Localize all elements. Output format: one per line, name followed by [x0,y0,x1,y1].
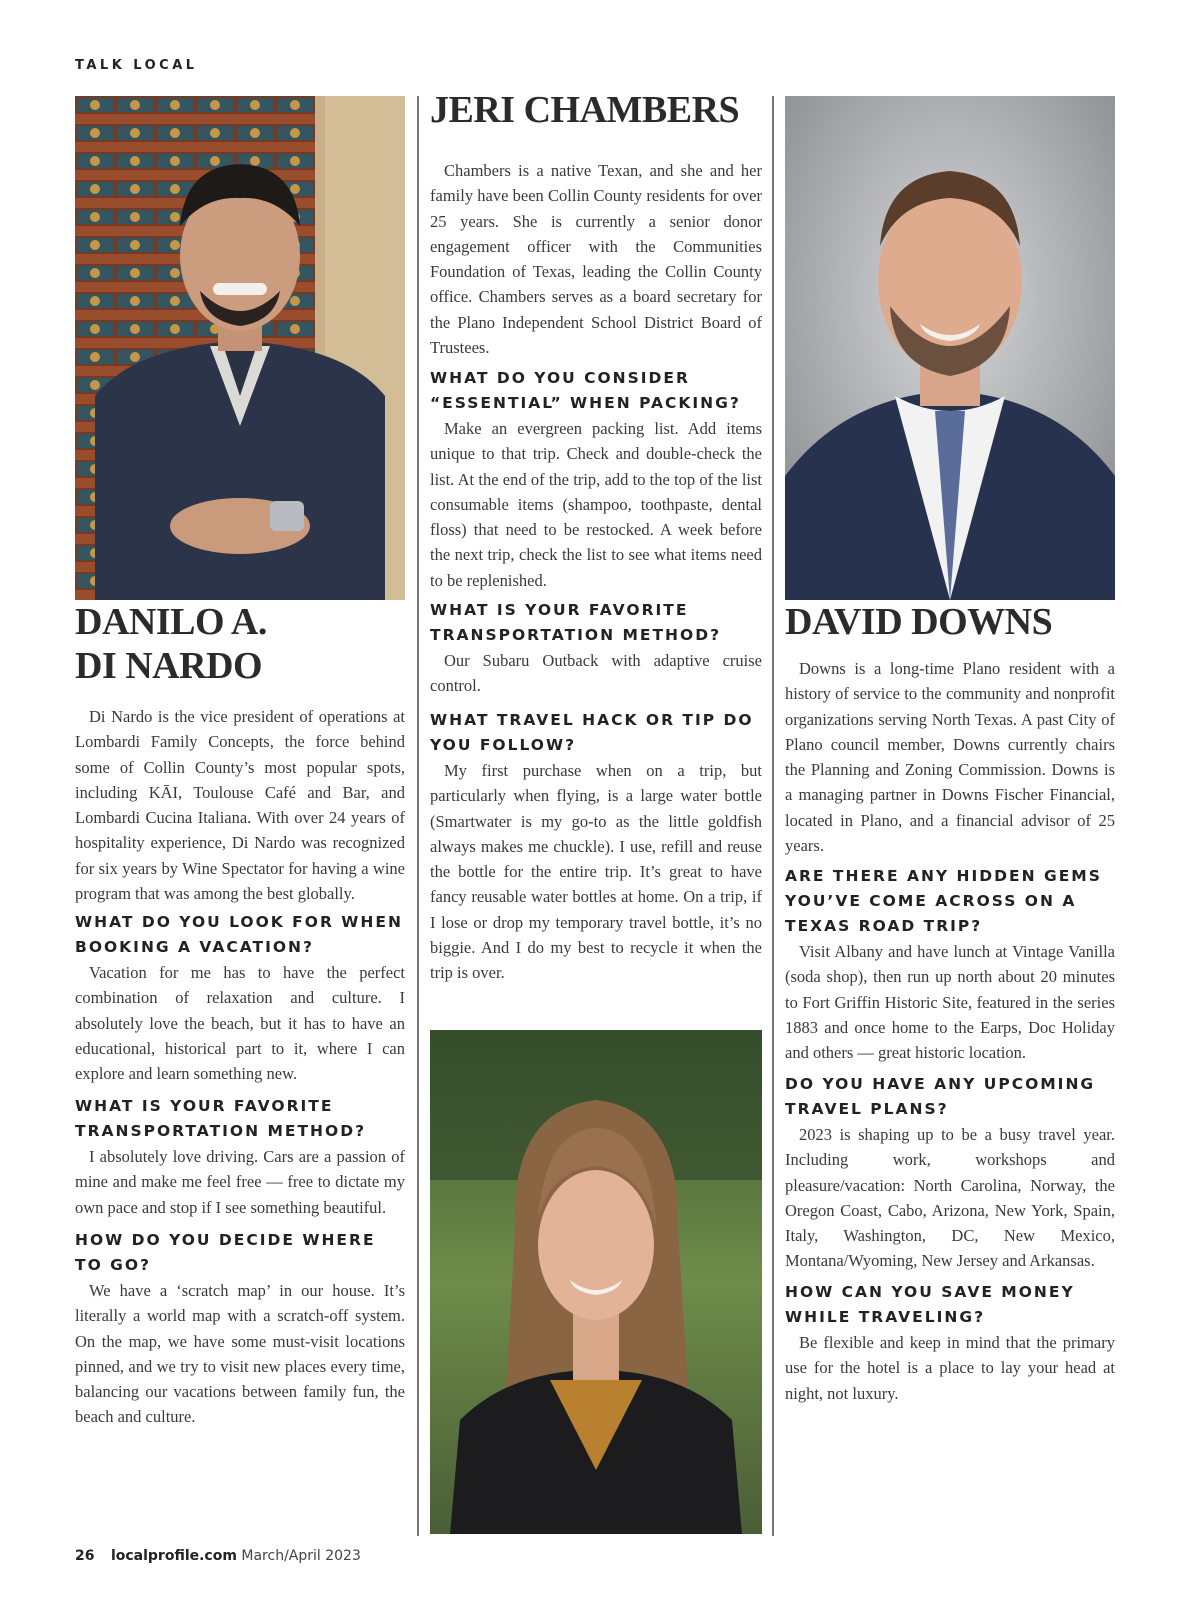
question-heading: WHAT IS YOUR FAVORITE TRANSPORTATION METHOD? [430,601,722,644]
question-heading: WHAT IS YOUR FAVORITE TRANSPORTATION METHOD? [75,1097,367,1140]
bio-text: Downs is a long-time Plano resident with a history of service to the community and nonprofit organizations serving North Texas. A past City of Plano council member, Downs currently chairs the Planning and Zoning Commission. Downs is a managing partner in Downs Fischer Financial, located in Plano, and a financial advisor of 25 years. [785,659,1115,856]
column-divider [417,96,419,1536]
answer-text: Be flexible and keep in mind that the primary use for the hotel is a place to lay your head at night, not luxury. [785,1333,1115,1403]
answer-text: Visit Albany and have lunch at Vintage Vanilla (soda shop), then run up north about 20 minutes to Fort Griffin Historic Site, featured in the series 1883 and once home to the Earps, Doc Holiday and others — great historic location. [785,942,1115,1063]
bio-text: Chambers is a native Texan, and she and her family have been Collin County residents for over 25 years. She is currently a senior donor engagement officer with the Communities Foundation of Texas, leading the Collin County office. Chambers serves as a board secretary for the Plano Independent School District Board of Trustees. [430,161,762,358]
question-heading: HOW DO YOU DECIDE WHERE TO GO? [75,1231,376,1274]
site-name: localprofile.com [110,1548,237,1564]
portrait-photo-di-nardo [75,96,405,600]
person-name: DAVID DOWNS [785,601,1053,643]
question-heading: WHAT DO YOU LOOK FOR WHEN BOOKING A VACATION? [75,913,403,956]
section-tag: TALK LOCAL [75,58,198,73]
portrait-photo-downs [785,96,1115,600]
bio-text: Di Nardo is the vice president of operations at Lombardi Family Concepts, the force behind some of Collin County’s most popular spots, including KĀI, Toulouse Café and Bar, and Lombardi Cucina Italiana. With over 24 years of hospitality experience, Di Nardo was recognized for six years by Wine Spectator for having a wine program that was among the best globally. [75,707,405,904]
issue-date: March/April 2023 [241,1548,361,1564]
question-heading: DO YOU HAVE ANY UPCOMING TRAVEL PLANS? [785,1075,1096,1118]
answer-text: We have a ‘scratch map’ in our house. It’s literally a world map with a scratch-off system. On the map, we have some must-visit locations pinned, and we try to visit new places every time, balancing our vacations between family fun, the beach and culture. [75,1281,405,1427]
person-name: JERI CHAMBERS [430,89,740,131]
answer-text: Our Subaru Outback with adaptive cruise control. [430,651,762,696]
person-name: DANILO A. DI NARDO [75,601,267,687]
question-heading: WHAT DO YOU CONSIDER “ESSENTIAL” WHEN PACKING? [430,369,741,412]
portrait-photo-chambers [430,1030,762,1534]
question-heading: ARE THERE ANY HIDDEN GEMS YOU’VE COME ACROSS ON A TEXAS ROAD TRIP? [785,867,1102,935]
page-number: 26 [75,1548,95,1564]
question-heading: WHAT TRAVEL HACK OR TIP DO YOU FOLLOW? [430,711,754,754]
answer-text: My first purchase when on a trip, but particularly when flying, is a large water bottle (Smartwater is my go-to as the little goldfish always makes me chuckle). I use, refill and reuse the bottle for the entire trip. It’s great to have fancy reusable water bottles at home. On a trip, if I lose or drop my temporary travel bottle, it’s no biggie. And I do my best to recycle it when the trip is over. [430,761,762,983]
answer-text: I absolutely love driving. Cars are a passion of mine and make me feel free — free to dictate my own pace and stop if I see something beautiful. [75,1147,405,1217]
answer-text: Vacation for me has to have the perfect combination of relaxation and culture. I absolutely love the beach, but it has to have an educational, historical part to it, where I can explore and learn something new. [75,963,405,1084]
page-footer [75,1548,361,1564]
answer-text: 2023 is shaping up to be a busy travel year. Including work, workshops and pleasure/vacation: North Carolina, Norway, the Oregon Coast, Cabo, Arizona, New York, Spain, Italy, Washington, DC, New Mexico, Montana/Wyoming, New Jersey and Arkansas. [785,1125,1115,1271]
answer-text: Make an evergreen packing list. Add items unique to that trip. Check and double-check the list. At the end of the trip, add to the top of the list consumable items (shampoo, toothpaste, dental floss) that need to be restocked. A week before the next trip, check the list to see what items need to be replenished. [430,419,762,590]
question-heading: HOW CAN YOU SAVE MONEY WHILE TRAVELING? [785,1283,1075,1326]
column-divider [772,96,774,1536]
